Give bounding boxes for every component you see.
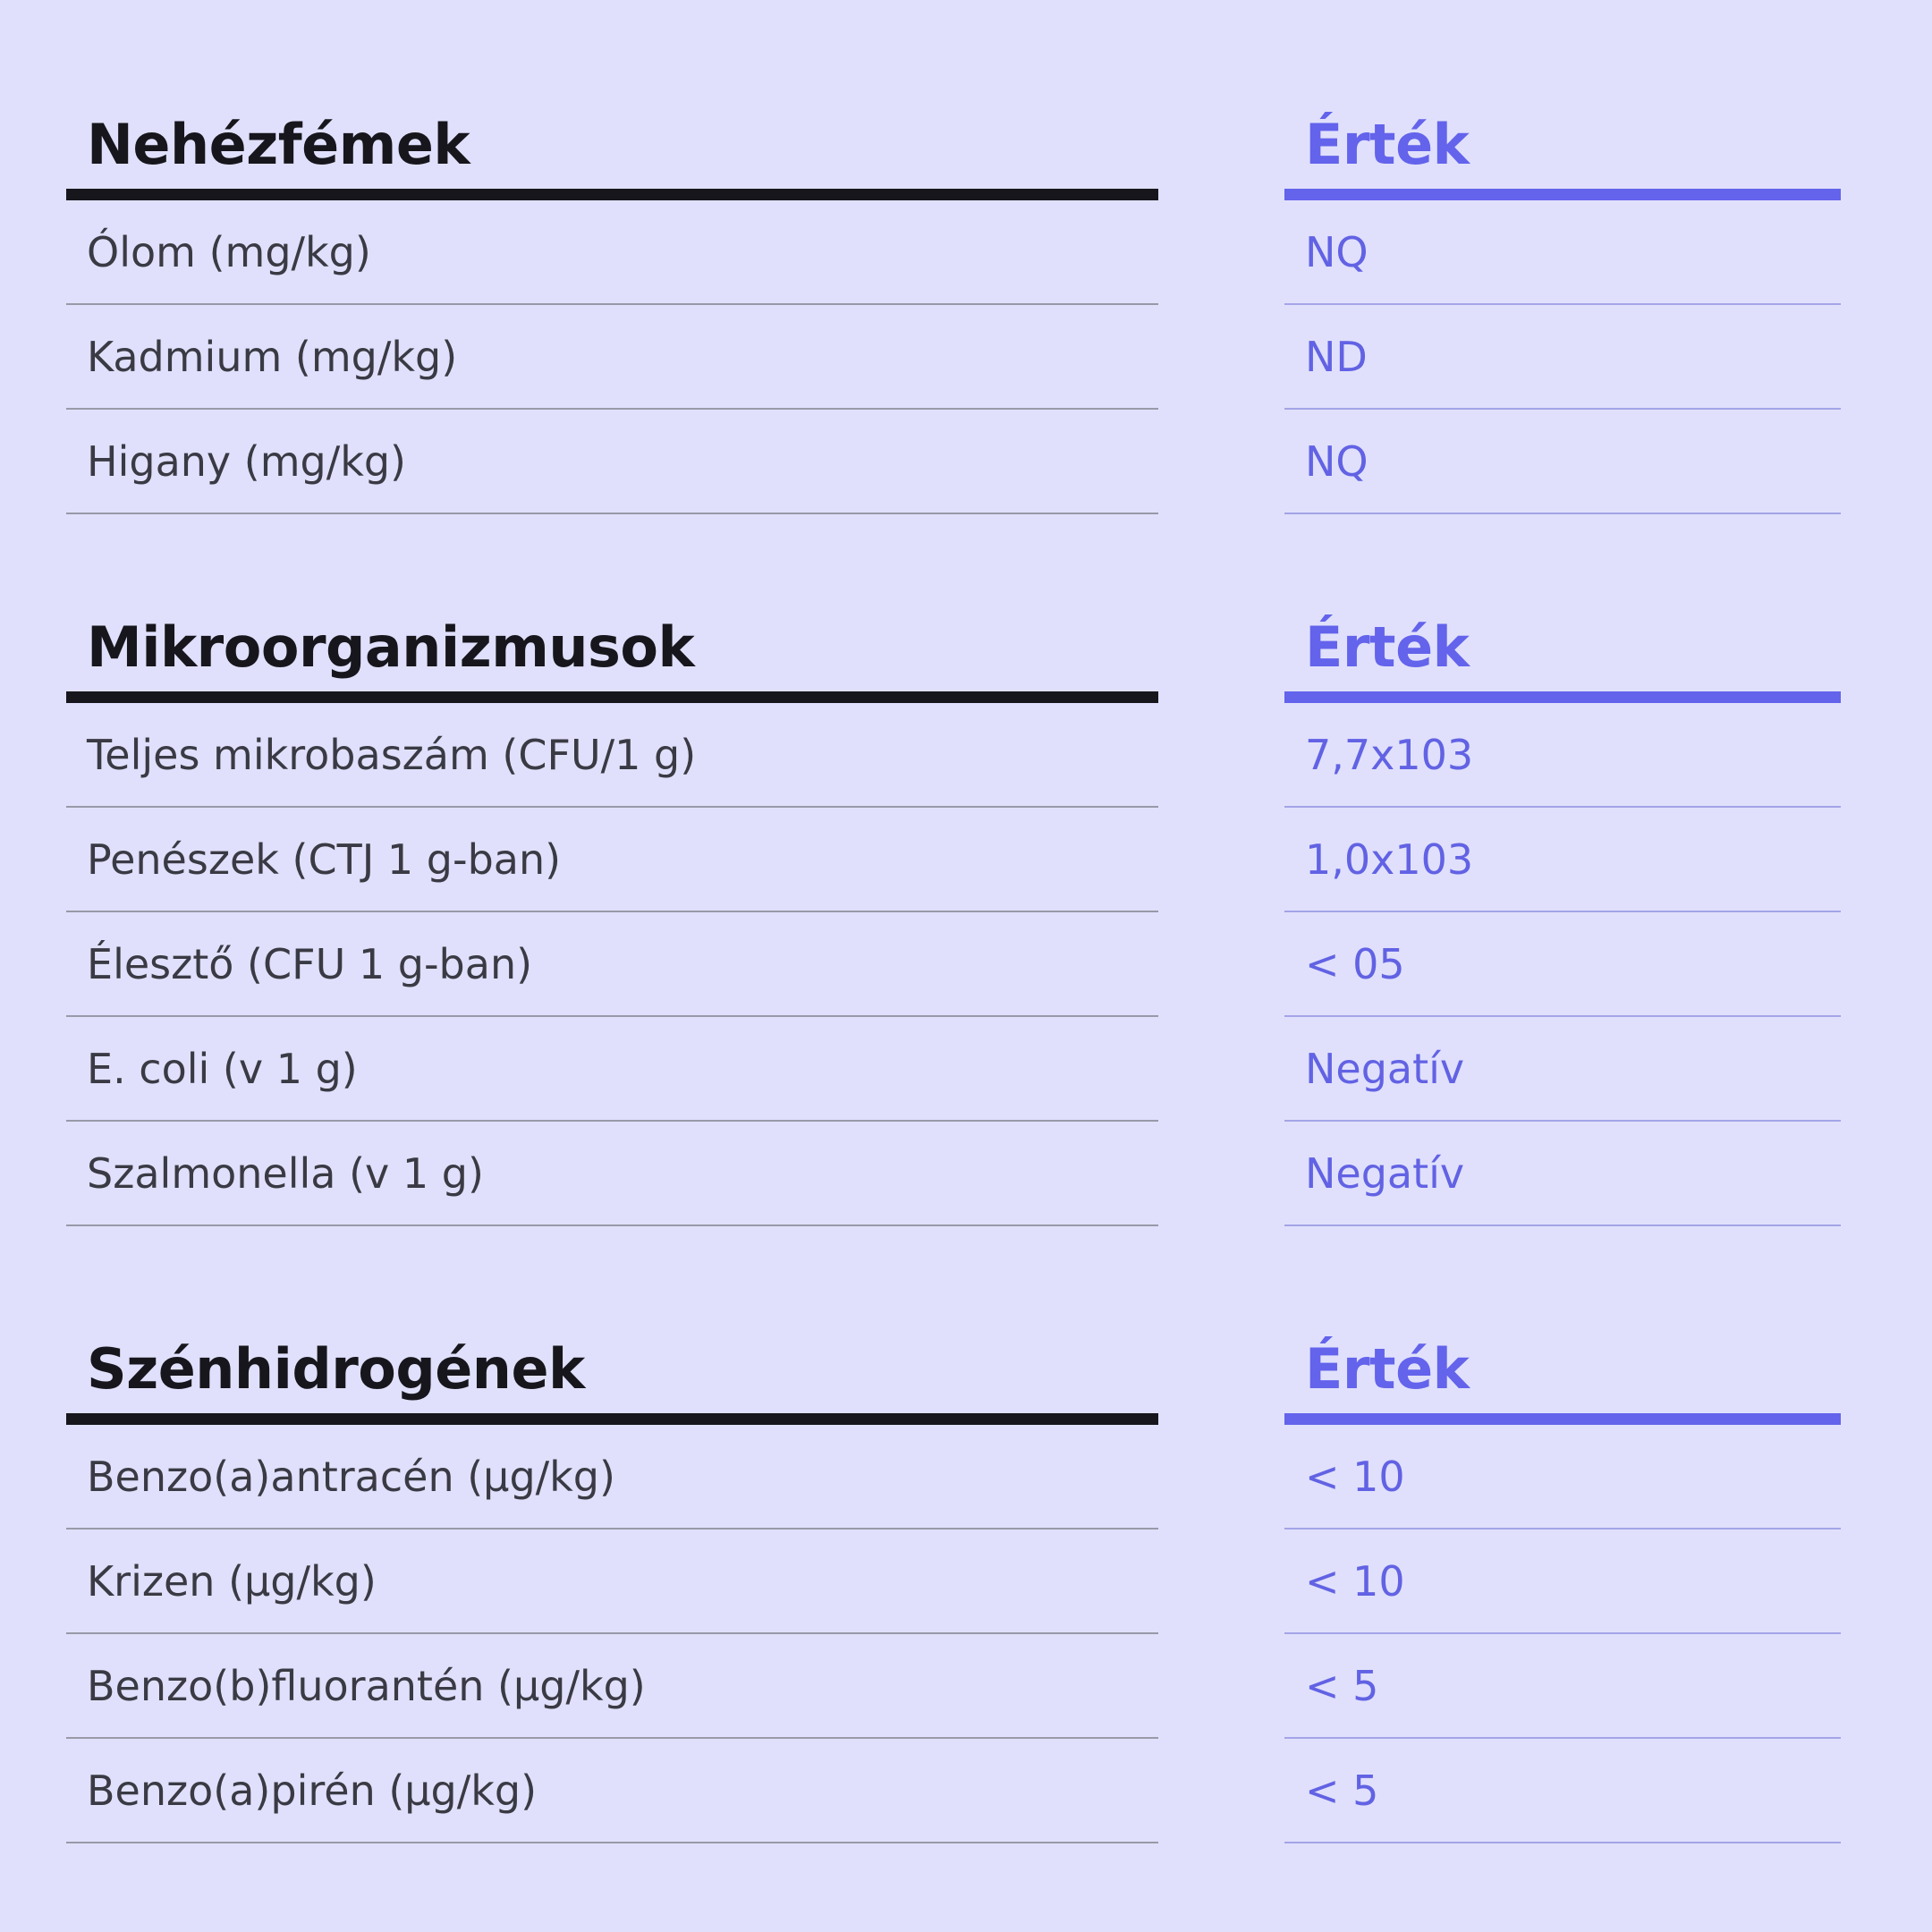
table-row <box>1284 410 1841 514</box>
table-row <box>66 305 1158 410</box>
microorganisms-header <box>66 567 1158 703</box>
table-row <box>66 410 1158 514</box>
row-label: Benzo(a)pirén (µg/kg) <box>87 1766 538 1815</box>
value-header <box>1284 1289 1841 1425</box>
row-label: Teljes mikrobaszám (CFU/1 g) <box>87 730 697 779</box>
value-header-rule <box>1284 189 1841 200</box>
header-rule <box>66 189 1158 200</box>
row-label: E. coli (v 1 g) <box>87 1044 358 1093</box>
table-row <box>1284 1017 1841 1122</box>
hydrocarbons-value-column <box>1284 1289 1841 1843</box>
row-value: < 10 <box>1305 1452 1405 1501</box>
row-value: < 5 <box>1305 1661 1379 1710</box>
row-value: Negatív <box>1305 1044 1465 1093</box>
section-title: Nehézfémek <box>87 112 470 177</box>
value-header-title: Érték <box>1305 614 1470 680</box>
heavy-metals-header <box>66 64 1158 200</box>
table-row <box>66 808 1158 912</box>
row-label: Penészek (CTJ 1 g-ban) <box>87 835 562 884</box>
row-value: < 10 <box>1305 1556 1405 1606</box>
microorganisms-label-column <box>66 567 1158 1226</box>
row-label: Ólom (mg/kg) <box>87 227 371 276</box>
header-rule <box>66 691 1158 703</box>
table-row <box>1284 1530 1841 1634</box>
value-header-title: Érték <box>1305 1336 1470 1402</box>
value-header-rule <box>1284 691 1841 703</box>
row-value: NQ <box>1305 227 1368 276</box>
row-value: < 05 <box>1305 939 1405 988</box>
header-rule <box>66 1413 1158 1425</box>
microorganisms-value-column <box>1284 567 1841 1226</box>
table-row <box>66 1530 1158 1634</box>
heavy-metals-label-column <box>66 64 1158 514</box>
value-header <box>1284 567 1841 703</box>
table-row <box>1284 703 1841 808</box>
row-value: Negatív <box>1305 1148 1465 1198</box>
row-value: 1,0x103 <box>1305 835 1474 884</box>
value-header <box>1284 64 1841 200</box>
table-row <box>1284 1425 1841 1530</box>
table-row <box>66 1017 1158 1122</box>
table-row <box>66 1634 1158 1739</box>
table-row <box>66 703 1158 808</box>
table-row <box>1284 1739 1841 1843</box>
table-row <box>66 200 1158 305</box>
row-label: Szalmonella (v 1 g) <box>87 1148 484 1198</box>
table-row <box>1284 912 1841 1017</box>
row-label: Benzo(b)fluorantén (µg/kg) <box>87 1661 646 1710</box>
row-label: Kadmium (mg/kg) <box>87 332 458 381</box>
table-row <box>1284 305 1841 410</box>
row-label: Krizen (µg/kg) <box>87 1556 377 1606</box>
table-row <box>66 1122 1158 1226</box>
row-value: ND <box>1305 332 1368 381</box>
hydrocarbons-header <box>66 1289 1158 1425</box>
section-title: Szénhidrogének <box>87 1336 585 1402</box>
row-label: Élesztő (CFU 1 g-ban) <box>87 939 533 988</box>
row-label: Benzo(a)antracén (µg/kg) <box>87 1452 615 1501</box>
value-header-title: Érték <box>1305 112 1470 177</box>
value-header-rule <box>1284 1413 1841 1425</box>
table-row <box>1284 1122 1841 1226</box>
table-row <box>1284 1634 1841 1739</box>
row-value: NQ <box>1305 436 1368 486</box>
hydrocarbons-label-column <box>66 1289 1158 1843</box>
table-row <box>66 1739 1158 1843</box>
row-value: 7,7x103 <box>1305 730 1474 779</box>
section-title: Mikroorganizmusok <box>87 614 695 680</box>
heavy-metals-value-column <box>1284 64 1841 514</box>
table-row <box>66 1425 1158 1530</box>
row-label: Higany (mg/kg) <box>87 436 406 486</box>
table-row <box>1284 200 1841 305</box>
table-row <box>66 912 1158 1017</box>
table-row <box>1284 808 1841 912</box>
row-value: < 5 <box>1305 1766 1379 1815</box>
